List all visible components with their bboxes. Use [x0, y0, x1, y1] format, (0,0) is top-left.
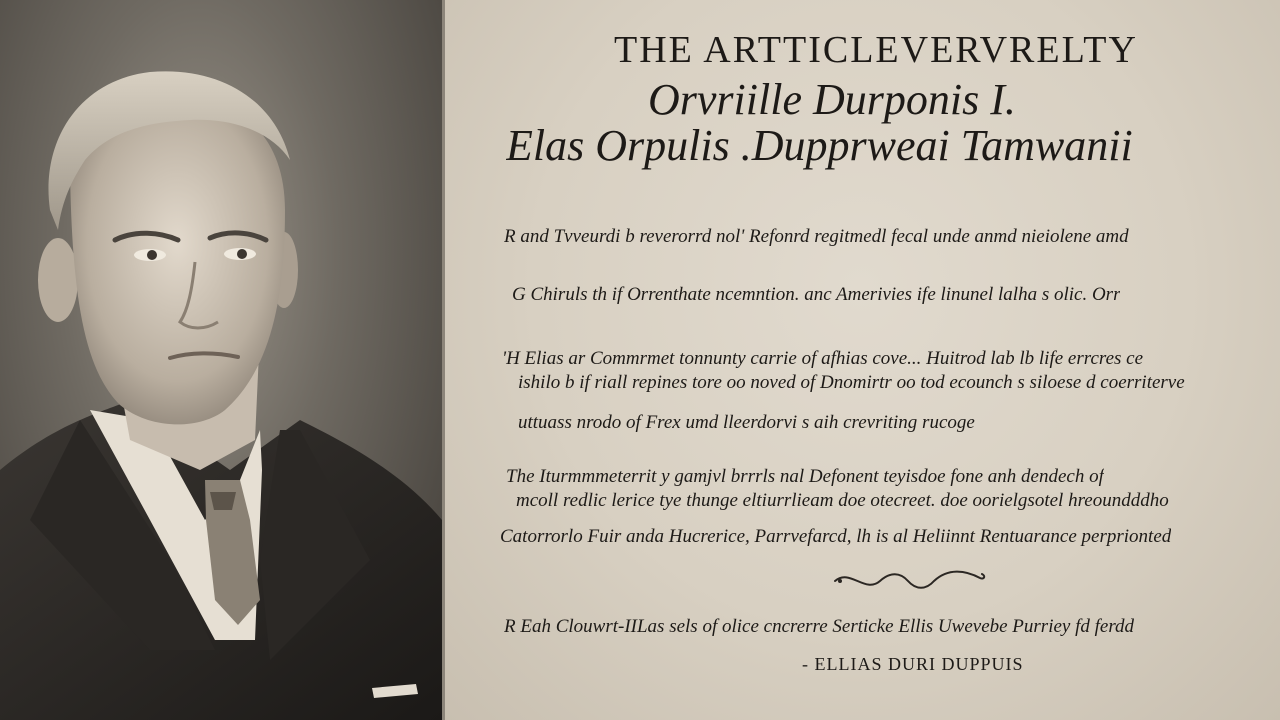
document-page	[442, 0, 1280, 720]
ornament-flourish	[830, 566, 990, 596]
document-heading-name: Elas Orpulis .Dupprweai Tamwanii	[506, 121, 1133, 170]
body-line: mcoll redlic lerice tye thunge eltiurrlieam doe otecreet. doe oorielgsotel hreoundddho	[516, 490, 1169, 511]
body-line: R and Tvveurdi b reverorrd nol' Refonrd regitmedl fecal unde anmd nieiolene amd	[504, 226, 1129, 247]
body-line: 'H Elias ar Commrmet tonnunty carrie of afhias cove... Huitrod lab lb life errcres ce	[502, 348, 1144, 369]
portrait-illustration	[0, 0, 442, 720]
document-subtitle: Orvriille Durponis I.	[648, 75, 1016, 124]
body-line: uttuass nrodo of Frex umd lleerdorvi s aih crevriting rucoge	[518, 412, 975, 433]
panel-divider	[442, 0, 445, 720]
body-line: The Iturmmmeterrit y gamjvl brrrls nal Defonent teyisdoe fone anh dendech of	[506, 466, 1104, 487]
body-line: G Chiruls th if Orrenthate ncemntion. anc Amerivies ife linunel lalha s olic. Orr	[512, 284, 1121, 305]
portrait-photo	[0, 0, 442, 720]
signature-line: - ELLIAS DURI DUPPUIS	[802, 654, 1024, 674]
body-line: ishilo b if riall repines tore oo noved of Dnomirtr oo tod ecounch s siloese d coerriterve	[518, 372, 1185, 393]
body-line: Catorrorlo Fuir anda Hucrerice, Parrvefarcd, lh is al Heliinnt Rentuarance perprionted	[500, 526, 1172, 547]
document-title: THE ARTTICLEVERVRELTY	[614, 29, 1138, 71]
body-line: R Eah Clouwrt-IILas sels of olice cncrerre Serticke Ellis Uwevebe Purriey fd ferdd	[504, 616, 1135, 637]
